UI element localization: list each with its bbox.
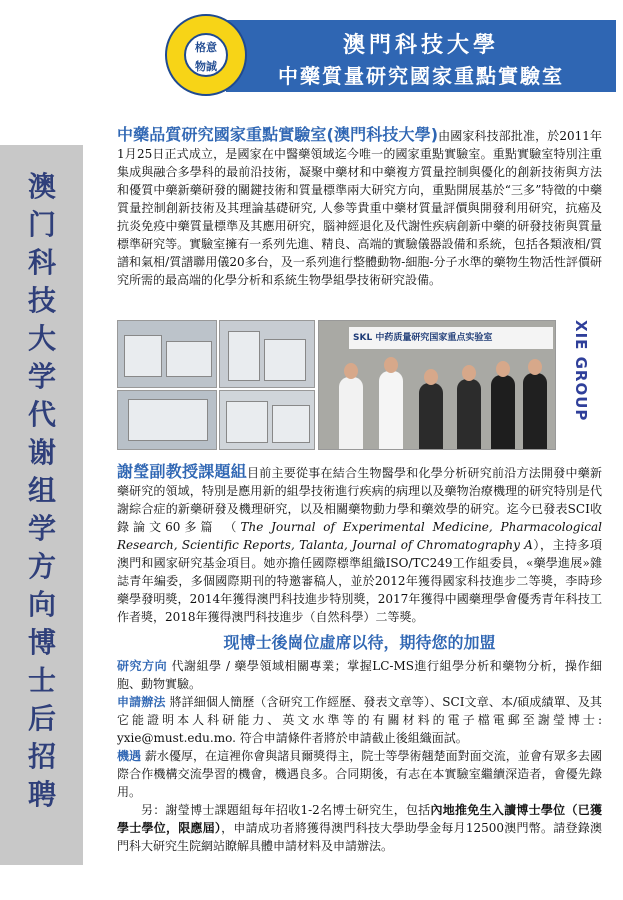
university-logo <box>165 14 247 96</box>
phd-note-post: ，申請成功者將獲得澳門科技大學助學金每月12500澳門幣。請登錄澳門科大研究生院網站瞭解具體申請材料及申請辦法。 <box>117 821 602 853</box>
lab-photo-instruments-4 <box>219 390 315 450</box>
group-paragraph <box>117 463 602 626</box>
group-photo <box>318 320 556 450</box>
phd-note-pre: 另：謝瑩博士課題組每年招收1-2名博士研究生，包括 <box>141 803 431 817</box>
logo-text-top: 格意 <box>195 41 217 54</box>
lab-intro-lead: 中藥品質研究國家重點實驗室(澳門科技大學) <box>117 125 439 144</box>
direction-text: 代謝組學 / 藥學領域相關專業；掌握LC-MS進行組學分析和藥物分析，操作細胞、動物實驗。 <box>117 659 602 691</box>
apply-label: 申請辦法 <box>117 695 166 709</box>
lab-intro-paragraph <box>117 126 602 289</box>
side-title: 澳门科技大学代谢组学方向博士后招聘 <box>27 170 56 811</box>
recruit-heading: 现博士後崗位虛席以待，期待您的加盟 <box>223 633 496 652</box>
university-name: 澳門科技大學 <box>342 33 499 58</box>
benefit-text: 薪水優厚，在這裡你會與諸貝爾獎得主，院士等學術翹楚面對面交流，並會有眾多去國際合作機構交流學習的機會，機遇良多。合同期後，有志在本實驗室繼續深造者，會優先錄用。 <box>117 749 602 799</box>
logo-emblem <box>184 33 228 77</box>
benefit-paragraph <box>117 747 602 801</box>
lab-photo-instruments-3 <box>117 390 217 450</box>
phd-note-paragraph <box>117 801 602 855</box>
group-lead: 謝瑩副教授課題組 <box>117 462 247 481</box>
direction-label: 研究方向 <box>117 659 168 673</box>
recruit-section <box>117 657 602 855</box>
apply-text: 將詳細個人簡歷（含研究工作經歷、發表文章等）、SCI文章、本/碩成績單、及其它能證明本人科研能力、英文水準等的有關材料的電子檔電郵至謝瑩博士: yxie@must.edu.mo. 符合申請條件者將於申請截止後組織面試。 <box>117 695 602 745</box>
lab-photo-instruments-2 <box>219 320 315 388</box>
group-body-2: ），主持多項澳門和國家研究基金項目。她亦擔任國際標準組織ISO/TC249工作組委員，«藥學進展»雜誌青年編委，多個國際期刊的特邀審稿人，並於2012年獲得國家科技進步二等獎，李時珍藥學發明獎，2014年獲得澳門科技進步特別獎，2017年獲得中國藥理學會優秀青年科技工作者獎，2018年獲得澳門科技進步（自然科學）二等獎。 <box>117 538 602 624</box>
phd-note-bold: 內地推免生入讀博士學位（已獲學士學位，限應屆） <box>117 803 602 835</box>
group-journals: The Journal of Experimental Medicine, Pharmacological Research, Scientific Reports, Talanta, Journal of Chromatography A <box>117 520 603 552</box>
lab-photo-instruments-1 <box>117 320 217 388</box>
benefit-label: 機遇 <box>117 749 142 763</box>
header-banner <box>226 20 616 92</box>
group-body-1: 目前主要從事在結合生物醫學和化學分析研究前沿方法開發中藥新藥研究的領域，特別是應用新的組學技術進行疾病的病理以及藥物治療機理的研究特別是代謝綜合症的新藥研發及機理研究，以及相關藥物動力學和藥效學的研究。迄今已發表SCI收錄論文60多篇 （ <box>117 466 602 534</box>
apply-paragraph <box>117 693 602 747</box>
lab-intro-body: 由國家科技部批准，於2011年1月25日正式成立，是國家在中醫藥領域迄今唯一的國家重點實驗室。重點實驗室特別注重集成與融合多學科的最前沿技術，凝聚中藥材和中藥複方質量控制與優化的創新技術與方法和優質中藥新藥研發的關鍵技術和質量標準兩大研究方向，重點開展基於“三多”特徵的中藥質量控制創新技術及其理論基礎研究, 人參等貴重中藥材質量評價與開發利用研究，抗癌及抗炎免疫中藥質量標準及其應用研究，腦神經退化及代謝性疾病創新中藥的研發技術與質量標準研究等。實驗室擁有一系列先進、精良、高端的實驗儀器設備和系統，包括各類液相/質譜和氣相/質譜聯用儀20多台，及一系列進行整體動物-細胞-分子水準的藥物生物活性評價研究所需的最高端的化學分析和系統生物學組學技術研究設備。 <box>117 129 602 287</box>
xie-group-label: XIE GROUP <box>572 320 590 422</box>
direction-paragraph <box>117 657 602 693</box>
group-photo-banner: SKL 中药质量研究国家重点实验室 <box>349 327 553 349</box>
logo-text-bottom: 物誠 <box>195 60 217 73</box>
lab-name: 中藥質量研究國家重點實驗室 <box>278 64 564 88</box>
